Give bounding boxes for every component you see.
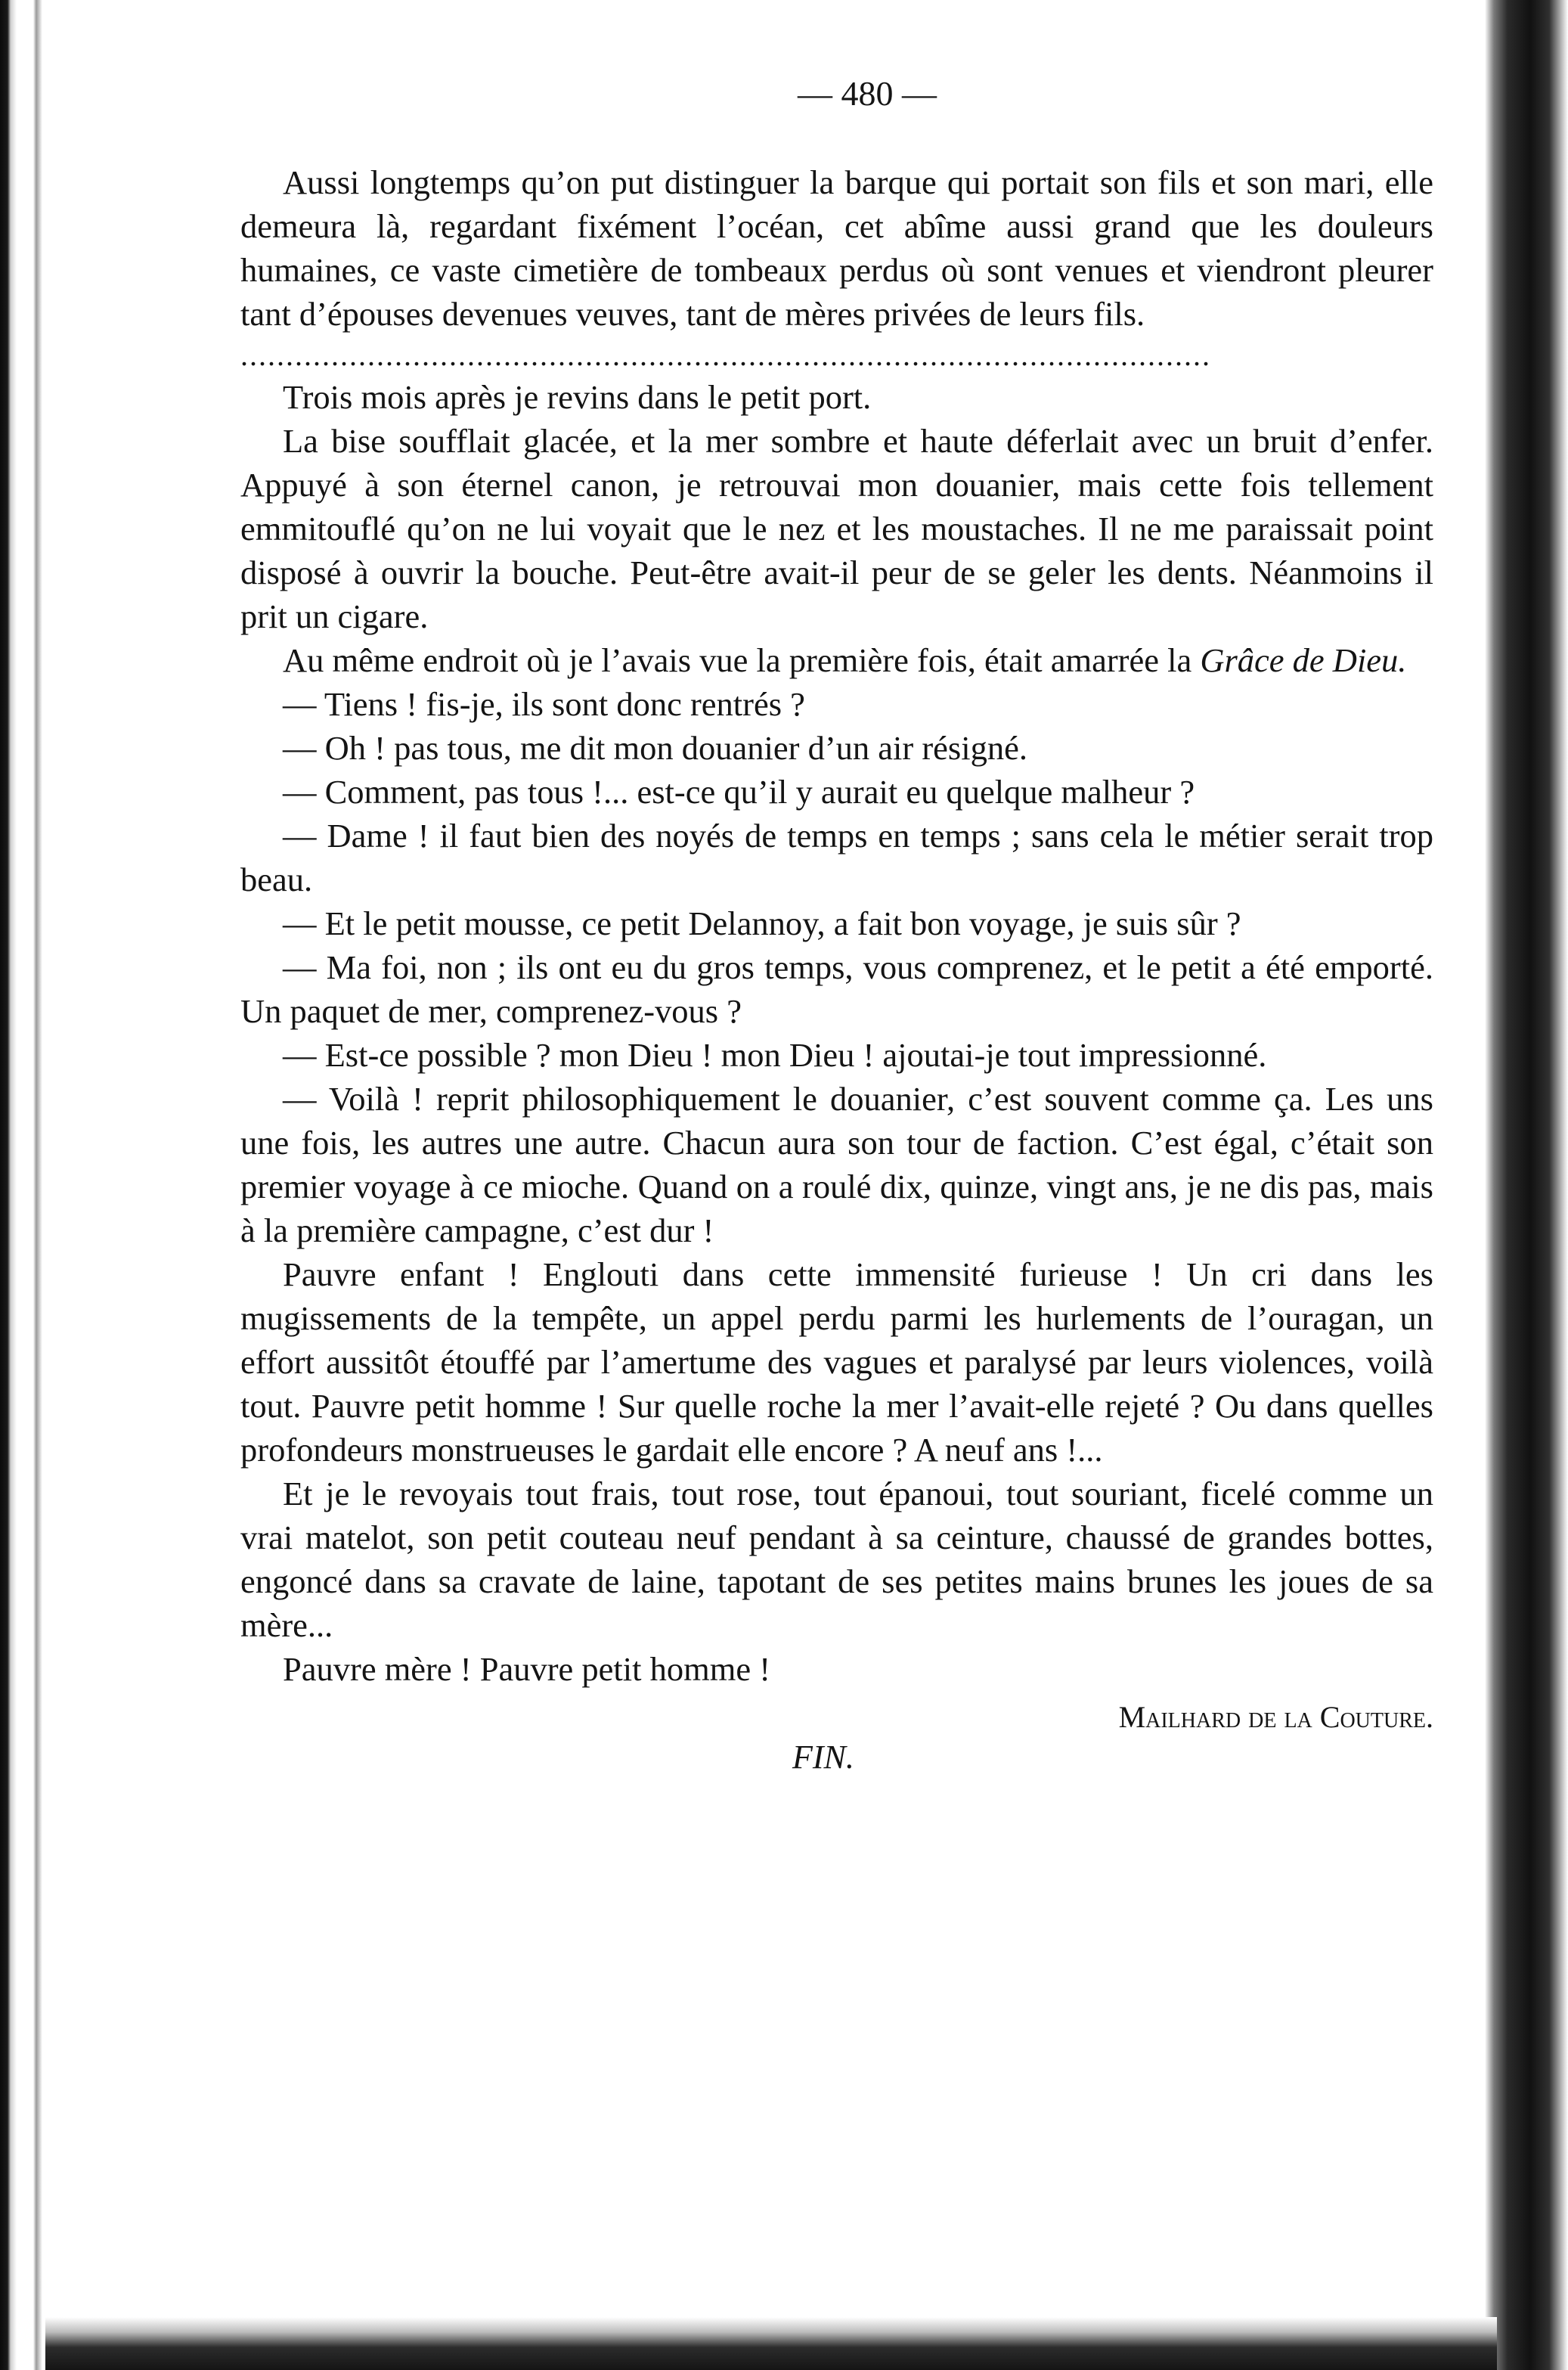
paragraph-pauvre-enfant: Pauvre enfant ! Englouti dans cette immensité furieuse ! Un cri dans les mugissements de la tempête, un appel perdu parmi les hurlements de l’ouragan, un effort aussitôt étouffé par l’amertume des vagues et paralysé par leurs violences, voilà tout. Pauvre petit homme ! Sur quelle roche la mer l’avait-elle rejeté ? Ou dans quelles profondeurs monstrueuses le gardait elle encore ? A neuf ans !... [240,1255,1433,1469]
boat-name: Grâce de Dieu. [1200,641,1407,679]
scan-edge-bottom [45,2317,1497,2370]
paragraph-opening: Aussi longtemps qu’on put distinguer la barque qui portait son fils et son mari, elle demeura là, regardant fixément l’océan, cet abîme aussi grand que les douleurs humaines, ce vaste cimetière de tombeaux perdus où sont venues et viendront pleurer tant d’épouses devenues veuves, tant de mères privées de leurs fils. [240,163,1433,333]
fin-mark: FIN. [792,1739,854,1776]
paragraph-three-months: Trois mois après je revins dans le petit port. [283,378,872,416]
book-page [240,73,1433,1779]
moored-text: Au même endroit où je l’avais vue la première fois, était amarrée la [283,641,1201,679]
dialogue-line: — Est-ce possible ? mon Dieu ! mon Dieu ! ajoutai-je tout impressionné. [283,1036,1267,1074]
dialogue-line: — Comment, pas tous !... est-ce qu’il y aurait eu quelque malheur ? [283,773,1195,811]
section-separator: ........................................................................................................... [240,340,1211,371]
dialogue-line: — Ma foi, non ; ils ont eu du gros temps, vous comprenez, et le petit a été emporté. Un paquet de mer, comprenez-vous ? [240,948,1433,1030]
author-signature: Mailhard de la Couture. [1118,1700,1433,1734]
dialogue-line: — Oh ! pas tous, me dit mon douanier d’un air résigné. [283,729,1027,767]
dialogue-line: — Dame ! il faut bien des noyés de temps en temps ; sans cela le métier serait trop beau. [240,817,1433,898]
dialogue-line: — Et le petit mousse, ce petit Delannoy, a fait bon voyage, je suis sûr ? [283,904,1241,942]
paragraph-revoyais: Et je le revoyais tout frais, tout rose, tout épanoui, tout souriant, ficelé comme un vrai matelot, son petit couteau neuf pendant à sa ceinture, chaussé de grandes bottes, engoncé dans sa cravate de laine, tapotant de ses petites mains brunes les joues de sa mère... [240,1475,1433,1644]
paragraph-moored [240,638,1433,682]
paragraph-bise: La bise soufflait glacée, et la mer sombre et haute déferlait avec un bruit d’enfer. Appuyé à son éternel canon, je retrouvai mon douanier, mais cette fois tellement emmitouflé qu’on ne lui voyait que le nez et les moustaches. Il ne me paraissait point disposé à ouvrir la bouche. Peut-être avait-il peur de se geler les dents. Néanmoins il prit un cigare. [240,422,1433,635]
paragraph-pauvre-mere: Pauvre mère ! Pauvre petit homme ! [283,1650,771,1688]
dialogue-line: — Voilà ! reprit philosophiquement le douanier, c’est souvent comme ça. Les uns une fois, les autres une autre. Chacun aura son tour de faction. C’est égal, c’était son premier voyage à ce mioche. Quand on a roulé dix, quinze, vingt ans, je ne dis pas, mais à la première campagne, c’est dur ! [240,1080,1433,1249]
page-number: — 480 — [798,74,937,113]
scan-edge-left [0,0,44,2370]
dialogue-line: — Tiens ! fis-je, ils sont donc rentrés ? [283,685,805,723]
scan-edge-right [1485,0,1568,2370]
